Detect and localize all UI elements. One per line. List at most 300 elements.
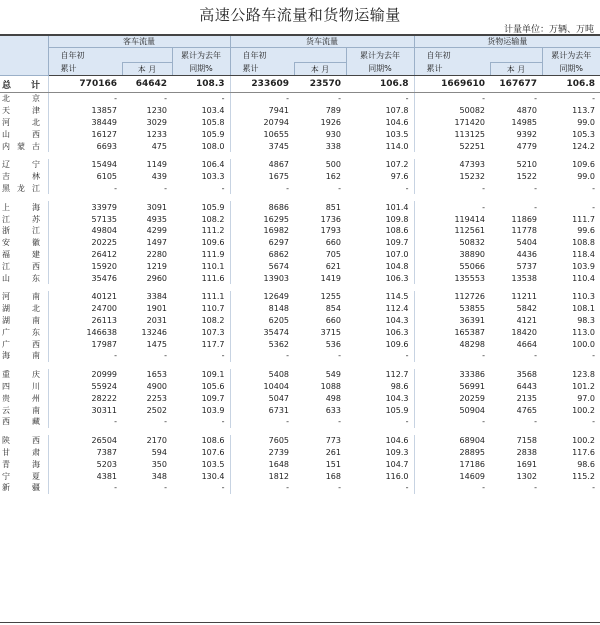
group-header-passenger: 客车流量	[48, 35, 230, 48]
table-cell: -	[414, 482, 490, 494]
table-cell: 99.0	[577, 117, 595, 127]
total-cell: 167677	[490, 76, 542, 93]
region-name: 云 南	[2, 405, 40, 415]
table-cell: 4381	[48, 470, 122, 482]
table-row	[0, 171, 600, 183]
table-cell: -	[414, 201, 490, 213]
ytd-top-header: 自年初	[414, 48, 542, 63]
table-cell: 48298	[414, 338, 490, 350]
table-cell: 5408	[230, 369, 294, 381]
table-row	[0, 350, 600, 362]
table-cell: 20999	[48, 369, 122, 381]
table-cell: -	[414, 93, 490, 105]
table-cell: -	[338, 183, 341, 193]
table-row	[0, 369, 600, 381]
region-name: 广 西	[2, 339, 40, 349]
table-row	[0, 140, 600, 152]
page-title: 高速公路车流量和货物运输量	[199, 6, 401, 24]
table-cell: -	[230, 183, 294, 195]
table-cell: 33386	[414, 369, 490, 381]
table-cell: 105.6	[201, 381, 225, 391]
table-cell: 35476	[48, 272, 122, 284]
table-cell: 98.6	[390, 381, 409, 391]
region-name: 浙 江	[2, 226, 40, 236]
table-cell: 111.7	[572, 214, 595, 224]
table-cell: 1255	[320, 292, 341, 302]
table-cell: 114.5	[385, 292, 409, 302]
table-cell: 3384	[146, 292, 167, 302]
table-cell: 55066	[414, 260, 490, 272]
table-cell: 107.2	[385, 160, 409, 170]
table-cell: 103.3	[201, 172, 225, 182]
table-row	[0, 201, 600, 213]
yoy-top-header: 累计为去年	[346, 48, 414, 63]
table-cell: 97.6	[390, 172, 409, 182]
table-body	[0, 76, 600, 494]
group-header-truck: 货车流量	[230, 35, 414, 48]
table-cell: 1926	[320, 117, 341, 127]
table-cell: -	[230, 416, 294, 428]
table-cell: 36391	[414, 315, 490, 327]
table-cell: 101.4	[385, 202, 409, 212]
table-cell: 15494	[48, 159, 122, 171]
table-row	[0, 381, 600, 393]
table-cell: -	[534, 94, 537, 104]
total-cell: 233609	[230, 76, 294, 93]
yoy-bottom-header: 同期%	[172, 63, 230, 76]
region-name: 上 海	[2, 202, 40, 212]
table-cell: -	[48, 416, 122, 428]
table-cell: 105.9	[201, 202, 225, 212]
table-cell: 1901	[146, 304, 167, 314]
table-bottom-rule	[0, 622, 600, 623]
table-cell: 105.9	[385, 405, 409, 415]
table-cell: 10404	[230, 381, 294, 393]
group-spacer	[0, 362, 600, 369]
table-cell: 1302	[516, 471, 537, 481]
region-name: 天 津	[2, 106, 40, 116]
table-cell: 338	[325, 141, 341, 151]
total-cell: 1669610	[414, 76, 490, 93]
table-cell: 2739	[230, 447, 294, 459]
table-cell: 103.9	[572, 261, 595, 271]
table-cell: 7941	[230, 105, 294, 117]
table-cell: 1522	[516, 172, 537, 182]
region-name: 山 西	[2, 129, 40, 139]
table-cell: 1736	[320, 214, 341, 224]
group-spacer	[0, 284, 600, 291]
table-cell: 109.1	[201, 370, 225, 380]
table-cell: -	[338, 351, 341, 361]
table-cell: 854	[325, 304, 341, 314]
table-cell: 108.8	[572, 238, 595, 248]
table-cell: 104.6	[385, 117, 409, 127]
region-name: 北 京	[2, 94, 40, 104]
region-name: 江 苏	[2, 214, 40, 224]
table-cell: 1653	[146, 370, 167, 380]
table-cell: 103.5	[385, 129, 409, 139]
table-cell: 104.3	[385, 315, 409, 325]
table-cell: 100.0	[572, 339, 595, 349]
yoy-top-header: 累计为去年	[172, 48, 230, 63]
table-cell: 30311	[48, 404, 122, 416]
table-cell: -	[338, 417, 341, 427]
table-cell: 112561	[414, 225, 490, 237]
table-cell: 6443	[516, 381, 537, 391]
table-row	[0, 416, 600, 428]
table-cell: 498	[325, 393, 341, 403]
table-cell: 110.3	[572, 292, 595, 302]
table-cell: 104.7	[385, 459, 409, 469]
table-cell: 124.2	[572, 141, 595, 151]
traffic-table	[0, 34, 600, 494]
table-cell: 1475	[146, 339, 167, 349]
table-cell: -	[338, 94, 341, 104]
table-cell: 16127	[48, 128, 122, 140]
table-cell: -	[534, 202, 537, 212]
table-cell: 68904	[414, 435, 490, 447]
region-name: 新 疆	[2, 483, 40, 493]
table-cell: 53855	[414, 303, 490, 315]
table-cell: 6862	[230, 249, 294, 261]
table-cell: -	[221, 351, 225, 361]
table-cell: 107.8	[385, 106, 409, 116]
table-cell: 99.0	[577, 172, 595, 182]
table-cell: 110.7	[201, 304, 225, 314]
table-cell: -	[164, 183, 167, 193]
region-name: 宁 夏	[2, 471, 40, 481]
table-cell: 50082	[414, 105, 490, 117]
table-cell: 115.2	[572, 471, 595, 481]
group-spacer	[0, 428, 600, 435]
table-cell: -	[164, 483, 167, 493]
table-row	[0, 392, 600, 404]
table-cell: 109.7	[385, 238, 409, 248]
table-cell: 3715	[320, 327, 341, 337]
table-cell: 109.6	[572, 160, 595, 170]
table-cell: 2170	[146, 436, 167, 446]
table-cell: 111.6	[201, 273, 225, 283]
table-cell: -	[534, 183, 537, 193]
table-cell: -	[534, 417, 537, 427]
table-row	[0, 303, 600, 315]
table-cell: 3091	[146, 202, 167, 212]
table-cell: 11778	[511, 226, 537, 236]
region-name: 陕 西	[2, 436, 40, 446]
region-name: 福 建	[2, 249, 40, 259]
table-cell: 107.0	[385, 249, 409, 259]
table-cell: 116.0	[385, 471, 409, 481]
table-cell: 4870	[516, 106, 537, 116]
table-cell: 6297	[230, 237, 294, 249]
table-cell: 930	[325, 129, 341, 139]
table-cell: 112726	[414, 291, 490, 303]
table-cell: -	[230, 482, 294, 494]
table-cell: 1419	[320, 273, 341, 283]
table-row	[0, 291, 600, 303]
table-cell: 8686	[230, 201, 294, 213]
spacer-cell	[0, 152, 600, 159]
table-cell: 5203	[48, 458, 122, 470]
table-cell: -	[221, 483, 225, 493]
table-cell: 20259	[414, 392, 490, 404]
table-cell: 109.7	[201, 393, 225, 403]
table-cell: -	[405, 417, 409, 427]
table-cell: 109.6	[201, 238, 225, 248]
table-cell: 26504	[48, 435, 122, 447]
region-name: 湖 南	[2, 315, 40, 325]
table-cell: 57135	[48, 213, 122, 225]
table-cell: -	[414, 350, 490, 362]
total-label: 总 计	[0, 76, 48, 93]
table-cell: 108.2	[201, 315, 225, 325]
table-cell: -	[48, 183, 122, 195]
spacer-cell	[0, 284, 600, 291]
table-cell: 3745	[230, 140, 294, 152]
table-cell: 55924	[48, 381, 122, 393]
table-cell: 171420	[414, 117, 490, 129]
table-row	[0, 338, 600, 350]
table-cell: 1233	[146, 129, 167, 139]
table-cell: 28895	[414, 447, 490, 459]
table-cell: 17186	[414, 458, 490, 470]
table-cell: 348	[151, 471, 167, 481]
table-cell: 105.3	[572, 129, 595, 139]
table-cell: 99.6	[577, 226, 595, 236]
table-cell: 101.2	[572, 381, 595, 391]
total-cell: 106.8	[346, 76, 414, 93]
table-cell: 2838	[516, 447, 537, 457]
total-cell: 64642	[122, 76, 172, 93]
table-cell: 4935	[146, 214, 167, 224]
table-cell: 100.2	[572, 405, 595, 415]
table-cell: 2135	[516, 393, 537, 403]
table-cell: -	[592, 94, 595, 104]
table-cell: -	[405, 483, 409, 493]
table-cell: 10655	[230, 128, 294, 140]
table-row	[0, 272, 600, 284]
table-cell: 2253	[146, 393, 167, 403]
table-cell: 549	[325, 370, 341, 380]
table-cell: -	[534, 483, 537, 493]
table-row	[0, 159, 600, 171]
yoy-top-header: 累计为去年	[542, 48, 600, 63]
table-cell: 113125	[414, 128, 490, 140]
table-cell: 6693	[48, 140, 122, 152]
table-cell: 621	[325, 261, 341, 271]
spacer-cell	[0, 194, 600, 201]
yoy-bottom-header: 同期%	[542, 63, 600, 76]
unit-note: 计量单位：万辆、万吨	[503, 25, 594, 35]
table-cell: 1812	[230, 470, 294, 482]
table-cell: 3568	[516, 370, 537, 380]
table-cell: 594	[151, 447, 167, 457]
table-cell: 130.4	[201, 471, 225, 481]
table-cell: 146638	[48, 326, 122, 338]
table-cell: 3029	[146, 117, 167, 127]
table-cell: 111.2	[201, 226, 225, 236]
table-cell: 117.7	[201, 339, 225, 349]
table-row	[0, 93, 600, 105]
table-cell: 7158	[516, 436, 537, 446]
table-cell: 13246	[141, 327, 167, 337]
spacer-cell	[0, 362, 600, 369]
table-cell: 50904	[414, 404, 490, 416]
region-header	[0, 35, 48, 76]
table-cell: -	[48, 482, 122, 494]
table-cell: -	[592, 202, 595, 212]
table-row	[0, 213, 600, 225]
ytd-top-header: 自年初	[230, 48, 346, 63]
table-cell: 660	[325, 315, 341, 325]
table-cell: -	[164, 417, 167, 427]
table-cell: -	[48, 350, 122, 362]
table-cell: 111.1	[201, 292, 225, 302]
table-cell: 28222	[48, 392, 122, 404]
table-cell: -	[48, 93, 122, 105]
table-row	[0, 105, 600, 117]
table-cell: 26113	[48, 315, 122, 327]
table-cell: 1149	[146, 160, 167, 170]
table-cell: 1088	[320, 381, 341, 391]
table-cell: 109.8	[385, 214, 409, 224]
table-cell: 56991	[414, 381, 490, 393]
region-name: 贵 州	[2, 393, 40, 403]
table-cell: 773	[325, 436, 341, 446]
table-cell: 11869	[511, 214, 537, 224]
table-cell: 24700	[48, 303, 122, 315]
table-cell: 1691	[516, 459, 537, 469]
table-cell: 117.6	[572, 447, 595, 457]
table-cell: 4436	[516, 249, 537, 259]
table-cell: 38449	[48, 117, 122, 129]
table-cell: 2031	[146, 315, 167, 325]
spacer-cell	[0, 428, 600, 435]
region-name: 吉 林	[2, 172, 40, 182]
table-cell: 108.2	[201, 214, 225, 224]
table-cell: 1648	[230, 458, 294, 470]
table-cell: 114.0	[385, 141, 409, 151]
region-name: 山 东	[2, 273, 40, 283]
table-cell: 162	[325, 172, 341, 182]
region-name: 四 川	[2, 381, 40, 391]
table-cell: 18420	[511, 327, 537, 337]
table-cell: 104.8	[385, 261, 409, 271]
table-cell: -	[338, 483, 341, 493]
table-cell: 475	[151, 141, 167, 151]
table-cell: 20225	[48, 237, 122, 249]
ytd-bottom-header: 累计	[414, 63, 490, 76]
table-cell: 111.9	[201, 249, 225, 259]
table-cell: 110.4	[572, 273, 595, 283]
region-name: 广 东	[2, 327, 40, 337]
table-cell: 5362	[230, 338, 294, 350]
table-cell: 52251	[414, 140, 490, 152]
region-name: 海 南	[2, 351, 40, 361]
table-cell: 104.3	[385, 393, 409, 403]
ytd-top-header: 自年初	[48, 48, 172, 63]
table-cell: 4765	[516, 405, 537, 415]
table-cell: 5210	[516, 160, 537, 170]
table-cell: 123.8	[572, 370, 595, 380]
table-cell: 5842	[516, 304, 537, 314]
table-cell: -	[405, 183, 409, 193]
table-cell: 113.7	[572, 106, 595, 116]
table-cell: 105.9	[201, 129, 225, 139]
table-cell: 2960	[146, 273, 167, 283]
table-row	[0, 128, 600, 140]
table-cell: 1497	[146, 238, 167, 248]
group-spacer	[0, 152, 600, 159]
table-row	[0, 183, 600, 195]
table-row	[0, 260, 600, 272]
region-name: 青 海	[2, 459, 40, 469]
table-cell: 851	[325, 202, 341, 212]
table-cell: 17987	[48, 338, 122, 350]
table-row	[0, 470, 600, 482]
region-name: 安 徽	[2, 238, 40, 248]
table-cell: 500	[325, 160, 341, 170]
table-cell: 11211	[511, 292, 537, 302]
table-cell: 119414	[414, 213, 490, 225]
region-name: 河 南	[2, 292, 40, 302]
total-cell: 23570	[294, 76, 346, 93]
table-row	[0, 249, 600, 261]
table-cell: 6205	[230, 315, 294, 327]
table-cell: -	[221, 183, 225, 193]
table-cell: 112.4	[385, 304, 409, 314]
region-name: 河 北	[2, 117, 40, 127]
table-cell: 536	[325, 339, 341, 349]
table-cell: 151	[325, 459, 341, 469]
table-cell: 261	[325, 447, 341, 457]
table-cell: 1675	[230, 171, 294, 183]
total-cell: 108.3	[172, 76, 230, 93]
table-cell: 106.4	[201, 160, 225, 170]
table-cell: -	[164, 351, 167, 361]
table-cell: 5737	[516, 261, 537, 271]
table-cell: 439	[151, 172, 167, 182]
table-cell: 16295	[230, 213, 294, 225]
table-cell: 109.6	[385, 339, 409, 349]
table-cell: 5404	[516, 238, 537, 248]
region-name: 甘 肃	[2, 447, 40, 457]
table-cell: 4664	[516, 339, 537, 349]
table-cell: 1230	[146, 106, 167, 116]
table-cell: -	[221, 417, 225, 427]
region-name: 西 藏	[2, 417, 40, 427]
table-cell: 103.4	[201, 106, 225, 116]
table-cell: 4299	[146, 226, 167, 236]
table-cell: 47393	[414, 159, 490, 171]
region-name: 重 庆	[2, 370, 40, 380]
table-cell: 100.2	[572, 436, 595, 446]
table-cell: 107.3	[201, 327, 225, 337]
table-row	[0, 225, 600, 237]
table-cell: 4867	[230, 159, 294, 171]
table-cell: 6105	[48, 171, 122, 183]
table-cell: 98.3	[577, 315, 595, 325]
table-cell: 50832	[414, 237, 490, 249]
table-cell: 15232	[414, 171, 490, 183]
month-header: 本 月	[294, 63, 346, 76]
table-cell: 26412	[48, 249, 122, 261]
table-row	[0, 237, 600, 249]
table-cell: -	[592, 183, 595, 193]
table-cell: -	[164, 94, 167, 104]
table-cell: 103.9	[201, 405, 225, 415]
table-cell: 9392	[516, 129, 537, 139]
